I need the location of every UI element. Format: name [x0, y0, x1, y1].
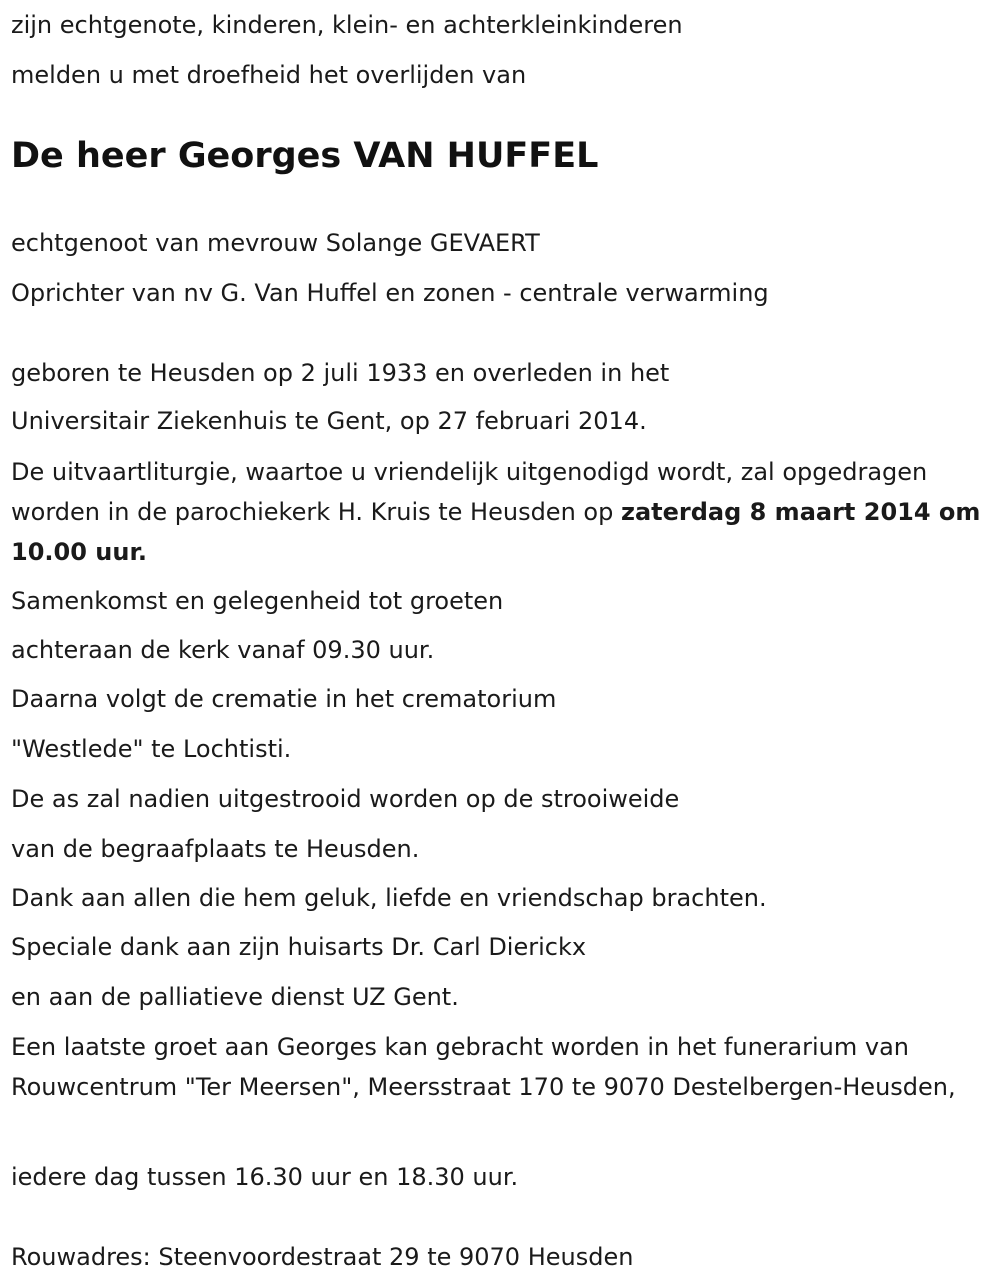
thanks-line-2: Speciale dank aan zijn huisarts Dr. Carl Dierickx — [11, 933, 587, 961]
founder-line: Oprichter van nv G. Van Huffel en zonen - centrale verwarming — [11, 279, 769, 307]
ashes-line-2: van de begraafplaats te Heusden. — [11, 835, 420, 863]
liturgy-text: De uitvaartliturgie, waartoe u vriendelijk uitgenodigd wordt, zal opgedragen worden in de parochiekerk H. Kruis te Heusden op — [11, 458, 928, 526]
gathering-line-2: achteraan de kerk vanaf 09.30 uur. — [11, 636, 435, 664]
intro-line-announcement: melden u met droefheid het overlijden van — [11, 61, 527, 89]
intro-line-family: zijn echtgenote, kinderen, klein- en achterkleinkinderen — [11, 11, 683, 39]
mourning-address-line: Rouwadres: Steenvoordestraat 29 te 9070 Heusden — [11, 1243, 634, 1271]
birth-death-line-2: Universitair Ziekenhuis te Gent, op 27 februari 2014. — [11, 407, 647, 435]
liturgy-datetime: zaterdag 8 maart 2014 om 10.00 uur. — [11, 498, 981, 566]
thanks-line-3: en aan de palliatieve dienst UZ Gent. — [11, 983, 459, 1011]
visiting-hours-line: iedere dag tussen 16.30 uur en 18.30 uur. — [11, 1163, 519, 1191]
spouse-line: echtgenoot van mevrouw Solange GEVAERT — [11, 229, 540, 257]
gathering-line-1: Samenkomst en gelegenheid tot groeten — [11, 587, 504, 615]
birth-death-line-1: geboren te Heusden op 2 juli 1933 en overleden in het — [11, 359, 670, 387]
farewell-paragraph: Een laatste groet aan Georges kan gebracht worden in het funerarium van Rouwcentrum "Ter Meersen", Meersstraat 170 te 9070 Destelbergen-Heusden, — [11, 1033, 956, 1101]
thanks-line-1: Dank aan allen die hem geluk, liefde en vriendschap brachten. — [11, 884, 767, 912]
deceased-name-heading: De heer Georges VAN HUFFEL — [11, 136, 599, 176]
ashes-line-1: De as zal nadien uitgestrooid worden op de strooiweide — [11, 785, 680, 813]
cremation-line-2: "Westlede" te Lochtisti. — [11, 735, 292, 763]
cremation-line-1: Daarna volgt de crematie in het crematorium — [11, 685, 557, 713]
liturgy-paragraph — [11, 452, 986, 572]
